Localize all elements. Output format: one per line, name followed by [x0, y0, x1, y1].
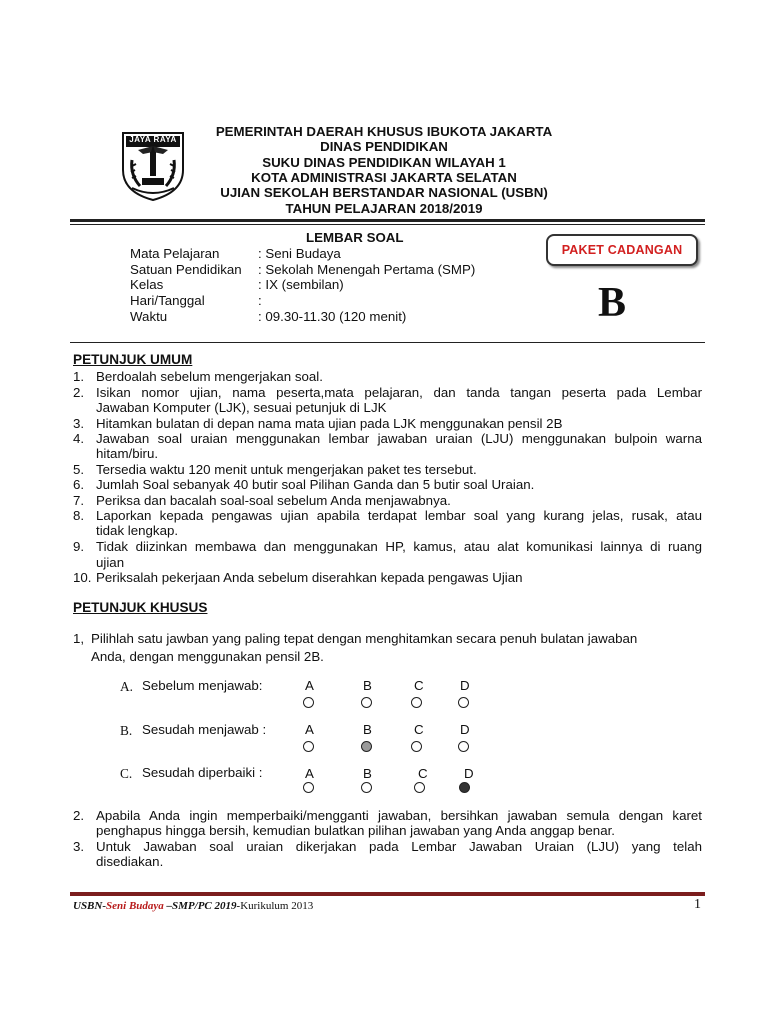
item-text-cont: Anda, dengan menggunakan pensil 2B. — [91, 649, 324, 664]
paket-badge: PAKET CADANGAN — [546, 234, 698, 266]
choice-label: C — [414, 722, 424, 737]
item-number: 8. — [73, 508, 85, 523]
item-text-cont: Jawaban Komputer (LJK), sesuai petunjuk di LJK — [96, 400, 387, 415]
item-number: 1. — [73, 369, 85, 384]
header-line-2: DINAS PENDIDIKAN — [320, 139, 448, 154]
item-number: 10. — [73, 570, 92, 585]
item-text: Laporkan kepada pengawas ujian apabila terdapat lembar soal yang kurang jelas, rusak, atau — [96, 508, 702, 523]
item-text-cont: tidak lengkap. — [96, 523, 179, 538]
answer-bubble — [303, 697, 314, 708]
option-letter-b: B. — [120, 723, 133, 738]
answer-bubble — [361, 782, 372, 793]
choice-label: D — [460, 722, 470, 737]
footer-part: –SMP/PC 2019- — [163, 900, 241, 912]
field-label: Mata Pelajaran — [130, 246, 220, 261]
choice-label: B — [363, 766, 372, 781]
item-text: Jumlah Soal sebanyak 40 butir soal Pilihan Ganda dan 5 butir soal Uraian. — [96, 477, 535, 492]
item-number: 3. — [73, 416, 85, 431]
choice-label: B — [363, 722, 372, 737]
choice-label: C — [418, 766, 428, 781]
item-text-cont: penghapus hingga bersih, kemudian bulatkan pilihan jawaban yang Anda anggap benar. — [96, 823, 615, 838]
item-number: 1, — [73, 631, 85, 646]
answer-bubble — [458, 741, 469, 752]
item-number: 6. — [73, 477, 85, 492]
item-number: 4. — [73, 431, 85, 446]
choice-label: A — [305, 722, 314, 737]
item-text: Isikan nomor ujian, nama peserta,mata pelajaran, dan tanda tangan peserta pada Lembar — [96, 385, 702, 400]
answer-bubble — [303, 741, 314, 752]
item-number: 3. — [73, 839, 85, 854]
choice-label: C — [414, 678, 424, 693]
variant-letter: B — [598, 280, 627, 326]
field-value: : — [258, 293, 262, 308]
header-divider-thin — [70, 224, 705, 225]
item-number: 9. — [73, 539, 85, 554]
item-text: Pilihlah satu jawban yang paling tepat dengan menghitamkan secara penuh bulatan jawaban — [91, 631, 638, 646]
answer-bubble — [414, 782, 425, 793]
item-text: Untuk Jawaban soal uraian dikerjakan pada Lembar Jawaban Uraian (LJU) yang telah — [96, 839, 702, 854]
option-label-b: Sesudah menjawab : — [142, 722, 267, 737]
option-letter-a: A. — [120, 679, 133, 694]
answer-bubble — [411, 741, 422, 752]
choice-label: D — [464, 766, 474, 781]
header-divider-thick — [70, 219, 705, 222]
logo-text: JAYA RAYA — [129, 135, 177, 144]
choice-label: A — [305, 766, 314, 781]
page-number: 1 — [694, 897, 701, 912]
field-label: Hari/Tanggal — [130, 293, 205, 308]
item-text-cont: disediakan. — [96, 854, 164, 869]
answer-bubble — [303, 782, 314, 793]
choice-label: D — [460, 678, 470, 693]
item-text-cont: hitam/biru. — [96, 446, 159, 461]
option-label-a: Sebelum menjawab: — [142, 678, 263, 693]
item-text: Tidak diizinkan membawa dan menggunakan HP, kamus, atau alat komunikasi lainnya di ruang — [96, 539, 702, 554]
field-label: Waktu — [130, 309, 168, 324]
item-number: 2. — [73, 385, 85, 400]
item-text-cont: ujian — [96, 555, 125, 570]
field-value: : Seni Budaya — [258, 246, 341, 261]
item-text: Jawaban soal uraian menggunakan lembar jawaban uraian (LJU) menggunakan bulpoin warna — [96, 431, 702, 446]
header-line-3: SUKU DINAS PENDIDIKAN WILAYAH 1 — [262, 155, 506, 170]
sheet-title: LEMBAR SOAL — [306, 230, 404, 245]
info-divider — [70, 342, 705, 343]
section-title-umum: PETUNJUK UMUM — [73, 352, 193, 367]
item-text: Hitamkan bulatan di depan nama mata ujian pada LJK menggunakan pensil 2B — [96, 416, 563, 431]
item-number: 2. — [73, 808, 85, 823]
item-text: Berdoalah sebelum mengerjakan soal. — [96, 369, 323, 384]
field-value: : Sekolah Menengah Pertama (SMP) — [258, 262, 476, 277]
section-title-khusus: PETUNJUK KHUSUS — [73, 600, 208, 615]
footer-curriculum: Kurikulum 2013 — [240, 900, 314, 912]
item-number: 5. — [73, 462, 85, 477]
item-text: Periksalah pekerjaan Anda sebelum diserahkan kepada pengawas Ujian — [96, 570, 523, 585]
answer-bubble — [361, 697, 372, 708]
choice-label: A — [305, 678, 314, 693]
answer-bubble-filled — [459, 782, 470, 793]
option-label-c: Sesudah diperbaiki : — [142, 765, 263, 780]
choice-label: B — [363, 678, 372, 693]
item-text: Periksa dan bacalah soal-soal sebelum Anda menjawabnya. — [96, 493, 451, 508]
field-value: : 09.30-11.30 (120 menit) — [258, 309, 407, 324]
footer-text — [73, 900, 313, 912]
footer-bar — [70, 892, 705, 896]
answer-bubble — [411, 697, 422, 708]
footer-part: USBN- — [73, 900, 107, 912]
footer-subject: Seni Budaya — [106, 900, 164, 912]
item-text: Apabila Anda ingin memperbaiki/mengganti jawaban, bersihkan jawaban semula dengan karet — [96, 808, 702, 823]
header-line-1: PEMERINTAH DAERAH KHUSUS IBUKOTA JAKARTA — [215, 124, 553, 139]
answer-bubble — [458, 697, 469, 708]
field-label: Satuan Pendidikan — [130, 262, 242, 277]
answer-bubble-marked — [361, 741, 372, 752]
header-line-5: UJIAN SEKOLAH BERSTANDAR NASIONAL (USBN) — [220, 185, 548, 200]
field-label: Kelas — [130, 277, 164, 292]
item-text: Tersedia waktu 120 menit untuk mengerjakan paket tes tersebut. — [96, 462, 477, 477]
option-letter-c: C. — [120, 766, 133, 781]
field-value: : IX (sembilan) — [258, 277, 344, 292]
header-line-4: KOTA ADMINISTRASI JAKARTA SELATAN — [251, 170, 517, 185]
item-number: 7. — [73, 493, 85, 508]
header-line-6: TAHUN PELAJARAN 2018/2019 — [285, 201, 483, 216]
